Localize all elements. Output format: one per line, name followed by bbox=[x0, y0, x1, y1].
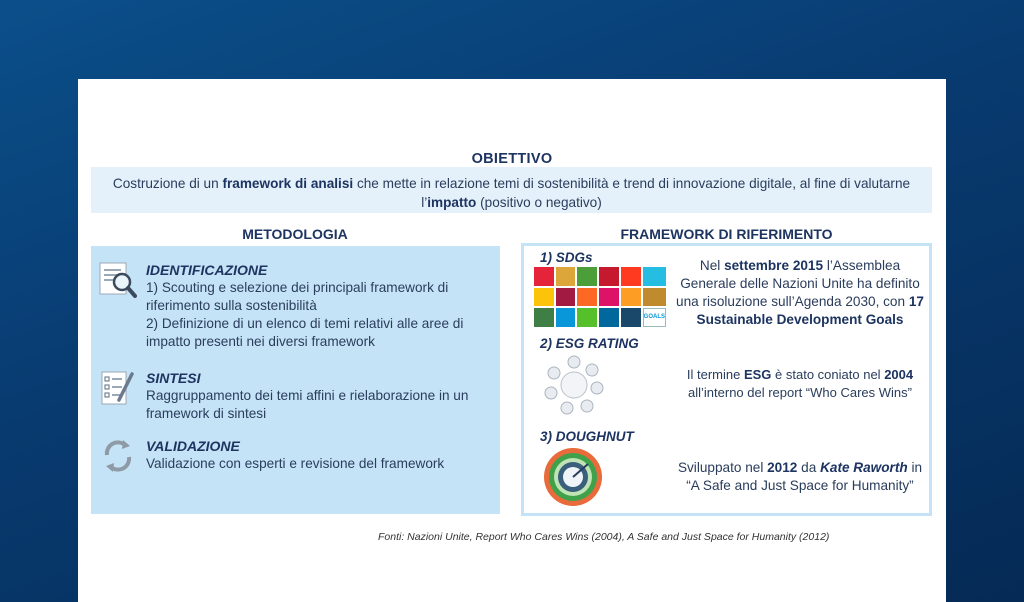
sdg-goal-tile bbox=[556, 288, 576, 307]
sdg-goal-tile bbox=[534, 308, 554, 327]
text-segment: Kate Raworth bbox=[820, 460, 908, 475]
framework-description-sdgs bbox=[674, 257, 926, 329]
framework-description-esg bbox=[674, 366, 926, 402]
text-segment: Sviluppato nel bbox=[677, 460, 768, 475]
framework-label-doughnut: 3) DOUGHNUT bbox=[540, 429, 634, 444]
sdg-goal-tile bbox=[534, 288, 554, 307]
sdg-goal-tile bbox=[621, 288, 641, 307]
text-segment: da bbox=[797, 460, 821, 475]
text-segment: 2012 bbox=[767, 460, 798, 475]
sdg-goal-tile bbox=[577, 288, 597, 307]
text-segment: 17 Sustainable Development Goals bbox=[696, 294, 924, 327]
methodology-line: Validazione con esperti e revisione del framework bbox=[146, 456, 445, 471]
methodology-title: METODOLOGIA bbox=[242, 226, 348, 242]
sdg-goal-tile bbox=[599, 267, 619, 286]
sdg-goal-tile bbox=[621, 267, 641, 286]
slide-panel bbox=[78, 79, 946, 602]
objective-text bbox=[91, 167, 932, 213]
sdg-goal-tile bbox=[577, 308, 597, 327]
methodology-heading: IDENTIFICAZIONE bbox=[146, 262, 268, 278]
methodology-heading: VALIDAZIONE bbox=[146, 438, 240, 454]
sdg-goal-tile bbox=[556, 267, 576, 286]
methodology-line: 2) Definizione di un elenco di temi relativi alle aree di impatto presenti nei diversi framework bbox=[146, 316, 464, 349]
sdg-goal-tile bbox=[599, 288, 619, 307]
text-segment: all’interno del report “Who Cares Wins” bbox=[688, 385, 912, 400]
sdg-goal-tile bbox=[643, 267, 666, 286]
text-segment: in “A Safe and Just Space for Humanity” bbox=[686, 460, 923, 493]
text-segment: che mette in relazione temi di sostenibilità e trend di innovazione digitale, al fine di valutarne l’ bbox=[353, 176, 911, 210]
framework-label-sdgs: 1) SDGs bbox=[540, 250, 593, 265]
sdg-goal-tile bbox=[621, 308, 641, 327]
methodology-heading: SINTESI bbox=[146, 370, 201, 386]
text-segment: settembre 2015 bbox=[724, 258, 824, 273]
sdg-goal-tile bbox=[643, 288, 666, 307]
esg-cycle-diagram-icon bbox=[542, 353, 606, 417]
sdg-goal-tile bbox=[577, 267, 597, 286]
text-segment: l’Assemblea Generale delle Nazioni Unite ha definito una risoluzione sull’Agenda 2030, con bbox=[676, 258, 920, 309]
text-segment: ESG bbox=[743, 367, 772, 382]
text-segment: 2004 bbox=[884, 367, 914, 382]
text-segment: Il termine bbox=[686, 367, 744, 382]
text-segment: è stato coniato nel bbox=[771, 367, 885, 382]
framework-title: FRAMEWORK DI RIFERIMENTO bbox=[620, 226, 833, 242]
objective-title: OBIETTIVO bbox=[471, 151, 553, 167]
methodology-line: 1) Scouting e selezione dei principali framework di riferimento sulla sostenibilità bbox=[146, 280, 449, 313]
sdg-goal-tile bbox=[534, 267, 554, 286]
framework-description-doughnut bbox=[674, 459, 926, 495]
methodology-line: Raggruppamento dei temi affini e rielaborazione in un framework di sintesi bbox=[146, 388, 469, 421]
cycle-arrows-icon bbox=[99, 438, 137, 474]
text-segment: impatto bbox=[427, 195, 477, 210]
framework-label-esg: 2) ESG RATING bbox=[540, 336, 639, 351]
sdg-goal-tile: GOALS bbox=[643, 308, 666, 327]
sdg-goal-tile bbox=[556, 308, 576, 327]
text-segment: framework di analisi bbox=[222, 176, 354, 191]
checklist-pencil-icon bbox=[99, 370, 137, 406]
sdg-goals-grid bbox=[534, 267, 666, 327]
framework-panel bbox=[521, 243, 932, 516]
doughnut-diagram-icon bbox=[542, 446, 604, 508]
magnifier-document-icon bbox=[99, 262, 137, 298]
sources-footer: Fonti: Nazioni Unite, Report Who Cares Wins (2004), A Safe and Just Space for Humanity (2012) bbox=[378, 531, 830, 543]
text-segment: Costruzione di un bbox=[112, 176, 223, 191]
sdg-goal-tile bbox=[599, 308, 619, 327]
text-segment: Nel bbox=[699, 258, 725, 273]
text-segment: (positivo o negativo) bbox=[476, 195, 602, 210]
methodology-panel bbox=[91, 246, 500, 514]
